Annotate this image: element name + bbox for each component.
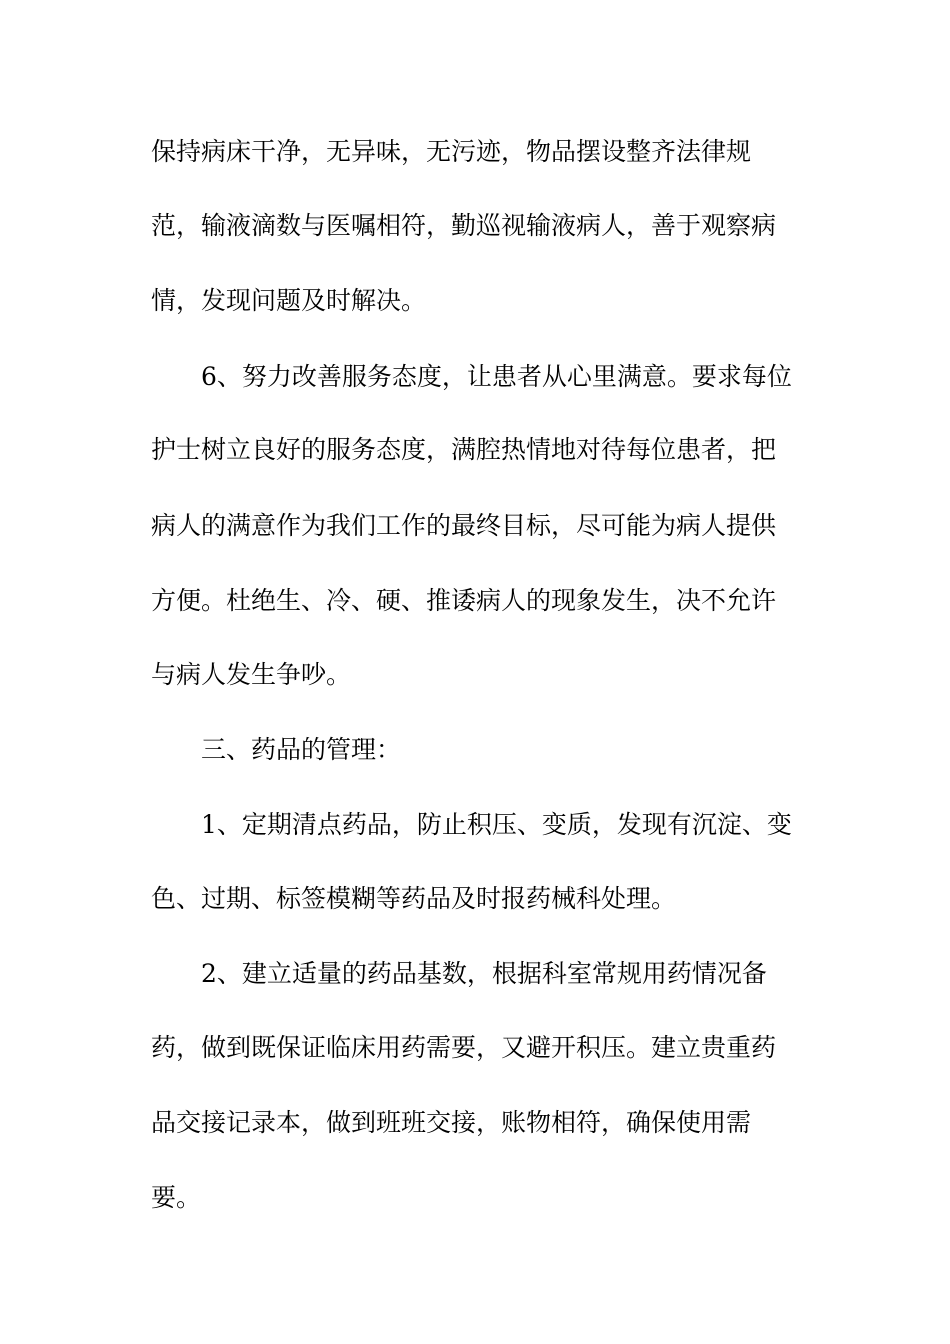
paragraph-line: 方便。杜绝生、冷、硬、推诿病人的现象发生，决不允许 [151, 586, 777, 615]
paragraph-line: 保持病床干净，无异味，无污迹，物品摆设整齐法律规 [151, 137, 752, 166]
paragraph-line: 要。 [151, 1183, 202, 1212]
paragraph-line: 护士树立良好的服务态度，满腔热情地对待每位患者，把 [151, 435, 777, 464]
section-heading: 三、药品的管理： [201, 735, 402, 764]
paragraph-line: 与病人发生争吵。 [151, 660, 352, 689]
paragraph-line: 色、过期、标签模糊等药品及时报药械科处理。 [151, 884, 677, 913]
paragraph-line: 情，发现问题及时解决。 [151, 286, 427, 315]
paragraph-line: 药，做到既保证临床用药需要，又避开积压。建立贵重药 [151, 1033, 777, 1062]
paragraph-line: 2、建立适量的药品基数，根据科室常规用药情况备 [201, 959, 767, 988]
paragraph-line: 6、努力改善服务态度，让患者从心里满意。要求每位 [201, 362, 792, 391]
paragraph-line: 病人的满意作为我们工作的最终目标，尽可能为病人提供 [151, 511, 777, 540]
paragraph-line: 范，输液滴数与医嘱相符，勤巡视输液病人，善于观察病 [151, 211, 777, 240]
paragraph-line: 1、定期清点药品，防止积压、变质，发现有沉淀、变 [201, 810, 792, 839]
paragraph-line: 品交接记录本，做到班班交接，账物相符，确保使用需 [151, 1108, 752, 1137]
